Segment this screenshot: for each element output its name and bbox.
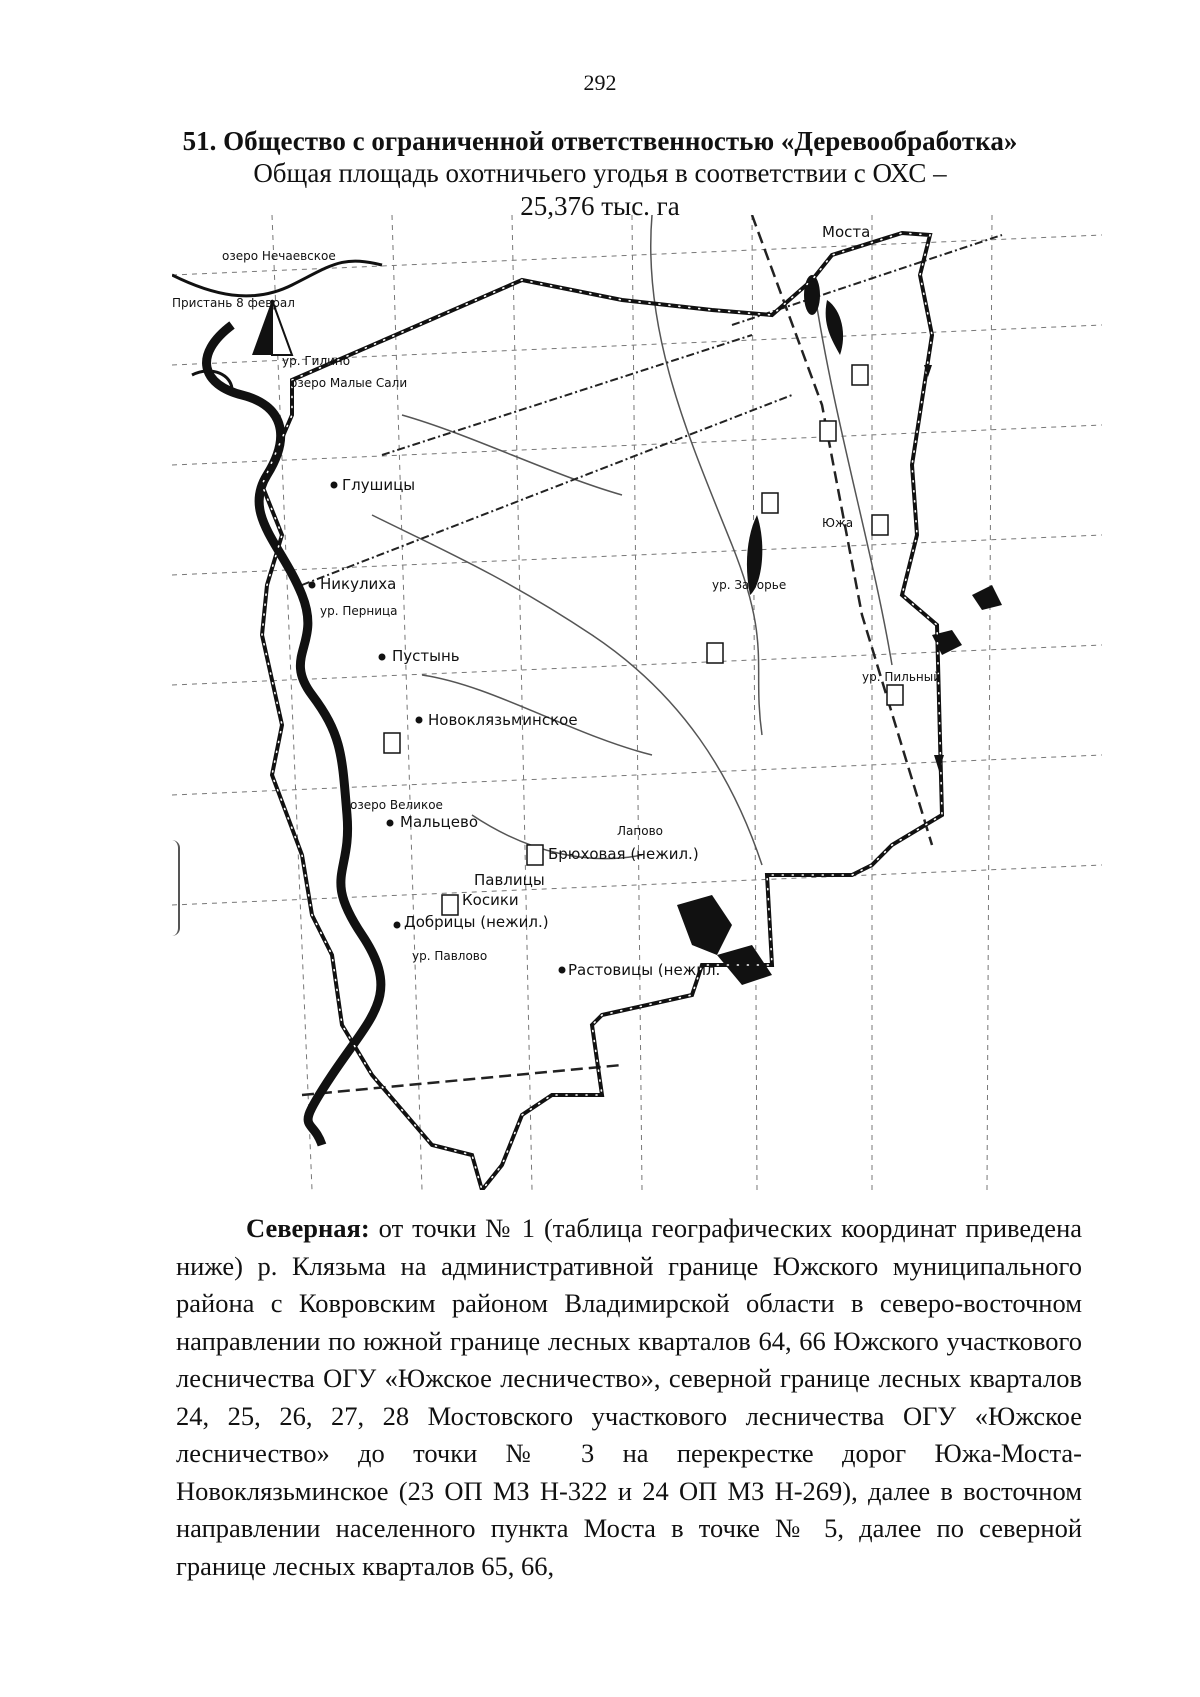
map-label-yuzha: Южа — [822, 516, 854, 530]
hunting-ground-map — [172, 215, 1102, 1190]
map-label-maltsevo: Мальцево — [400, 813, 479, 831]
church-icon — [442, 895, 458, 915]
map-label-ozero-malye-sali: озеро Малые Сали — [290, 376, 408, 390]
map-label-pustyn: Пустынь — [392, 647, 460, 665]
church-icon — [820, 421, 836, 441]
area-subtitle-line2: 25,376 тыс. га — [520, 191, 680, 221]
map-label-ozero-velikoe: озеро Великое — [350, 798, 443, 812]
margin-bracket — [168, 840, 180, 936]
map-label-dobritsy: Добрицы (нежил.) — [404, 913, 549, 931]
church-icon — [384, 733, 400, 753]
church-icon — [872, 515, 888, 535]
page-number: 292 — [583, 70, 617, 95]
map-label-ur-zaborye: ур. Заборье — [712, 578, 787, 592]
area-subtitle-line1: Общая площадь охотничьего угодья в соответствии с ОХС – — [253, 158, 947, 188]
boundary-description — [176, 1210, 1082, 1585]
map-label-mosta: Моста — [822, 223, 871, 241]
map-label-ur-pavlovo: ур. Павлово — [412, 949, 488, 963]
church-icon — [852, 365, 868, 385]
map-label-rastovitsy: Растовицы (нежил. — [568, 961, 721, 979]
dark-patches — [677, 275, 1002, 985]
church-icon — [762, 493, 778, 513]
church-icon — [887, 685, 903, 705]
church-icon — [527, 845, 543, 865]
map-label-glushitsy: Глушицы — [342, 476, 416, 494]
map-label-bryukhovaya: Брюховая (нежил.) — [548, 845, 699, 863]
boundary-description-text: от точки № 1 (таблица географических координат приведена ниже) р. Клязьма на административной границе Южского муниципального района с Ковровским районом Владимирской области в северо-восточном направлении по южной границе лесных кварталов 64, 66 Южского участкового лесничества ОГУ «Южское лесничество», северной границе лесных кварталов 24, 25, 26, 27, 28 Мостовского участкового лесничества ОГУ «Южское лесничество» до точки № 3 на перекрестке дорог Южа-Моста-Новоклязьминское (23 ОП МЗ Н-322 и 24 ОП МЗ Н-269), далее в восточном направлении населенного пункта Моста в точке № 5, далее по северной границе лесных кварталов 65, 66, — [176, 1213, 1083, 1581]
map-label-ur-pilny: ур. Пильный — [862, 670, 942, 684]
map-label-ur-gilino: ур. Гилино — [282, 354, 351, 368]
map-label-kosiki: Косики — [462, 891, 519, 909]
map-label-novoklyazminskoe: Новоклязьминское — [428, 711, 578, 729]
map-label-ur-perpitsa: ур. Перница — [320, 604, 398, 618]
map-label-nikulikha: Никулиха — [320, 575, 397, 593]
church-icon — [707, 643, 723, 663]
map-label-lapovo: Лапово — [617, 824, 663, 838]
direction-heading: Северная: — [246, 1213, 370, 1243]
map-label-ozero-nechaevskoe: озеро Нечаевское — [222, 249, 336, 263]
page-title: 51. Общество с ограниченной ответственностью «Деревообработка» — [182, 126, 1018, 156]
map-label-pristan: Пристань 8 феврал — [172, 296, 295, 310]
map-label-pavlitsy: Павлицы — [474, 871, 545, 889]
